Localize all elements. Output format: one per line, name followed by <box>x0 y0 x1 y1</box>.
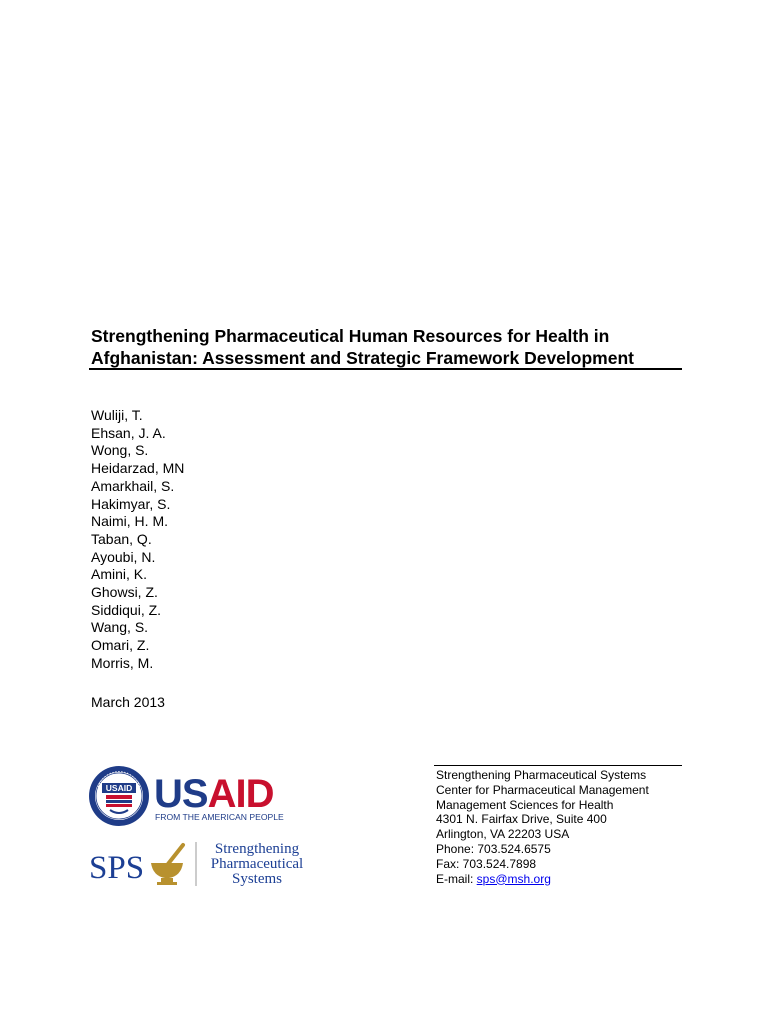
author-item: Wang, S. <box>91 619 149 636</box>
author-item: Ehsan, J. A. <box>91 424 166 441</box>
fax-number: Fax: 703.524.7898 <box>436 856 537 871</box>
address-divider <box>434 765 682 766</box>
usaid-seal-text: USAID <box>105 783 133 793</box>
author-item: Ayoubi, N. <box>91 548 156 565</box>
address-line: 4301 N. Fairfax Drive, Suite 400 <box>436 812 607 827</box>
email-link[interactable]: sps@msh.org <box>476 871 551 886</box>
address-line: Center for Pharmaceutical Management <box>436 782 649 797</box>
address-line: Management Sciences for Health <box>436 797 614 812</box>
author-item: Hakimyar, S. <box>91 495 171 512</box>
sps-logo <box>89 836 309 891</box>
author-item: Amarkhail, S. <box>91 477 175 494</box>
document-title <box>91 325 683 369</box>
sps-name-line-1: Strengthening <box>214 841 300 857</box>
address-line: Arlington, VA 22203 USA <box>436 827 570 842</box>
author-list <box>91 407 184 673</box>
author-item: Omari, Z. <box>91 637 150 654</box>
author-item: Heidarzad, MN <box>91 460 185 477</box>
title-line-2: Afghanistan: Assessment and Strategic Framework Development <box>91 348 634 368</box>
sps-name-line-3: Systems <box>231 871 283 887</box>
title-underline <box>89 368 682 370</box>
email-row <box>436 872 649 887</box>
mortar-pestle-icon <box>151 845 183 885</box>
author-item: Amini, K. <box>91 566 148 583</box>
usaid-logo <box>88 764 293 828</box>
usaid-tagline: FROM THE AMERICAN PEOPLE <box>155 812 284 822</box>
title-line-1: Strengthening Pharmaceutical Human Resources for Health in <box>91 326 610 346</box>
author-item: Naimi, H. M. <box>91 513 168 530</box>
phone-number: Phone: 703.524.6575 <box>436 841 551 856</box>
usaid-wordmark: USAID <box>154 772 274 816</box>
contact-address <box>436 768 649 886</box>
author-item: Morris, M. <box>91 654 154 671</box>
sps-name-line-2: Pharmaceutical <box>210 856 304 872</box>
usaid-seal-icon <box>89 766 149 826</box>
email-label: E-mail: <box>436 871 477 886</box>
author-item: Wong, S. <box>91 442 149 459</box>
author-item: Siddiqui, Z. <box>91 601 162 618</box>
publication-date: March 2013 <box>91 694 165 710</box>
author-item: Wuliji, T. <box>91 407 143 423</box>
sps-abbrev: SPS <box>89 850 145 886</box>
author-item: Ghowsi, Z. <box>91 584 158 601</box>
address-line: Strengthening Pharmaceutical Systems <box>436 768 647 782</box>
author-item: Taban, Q. <box>91 530 152 547</box>
